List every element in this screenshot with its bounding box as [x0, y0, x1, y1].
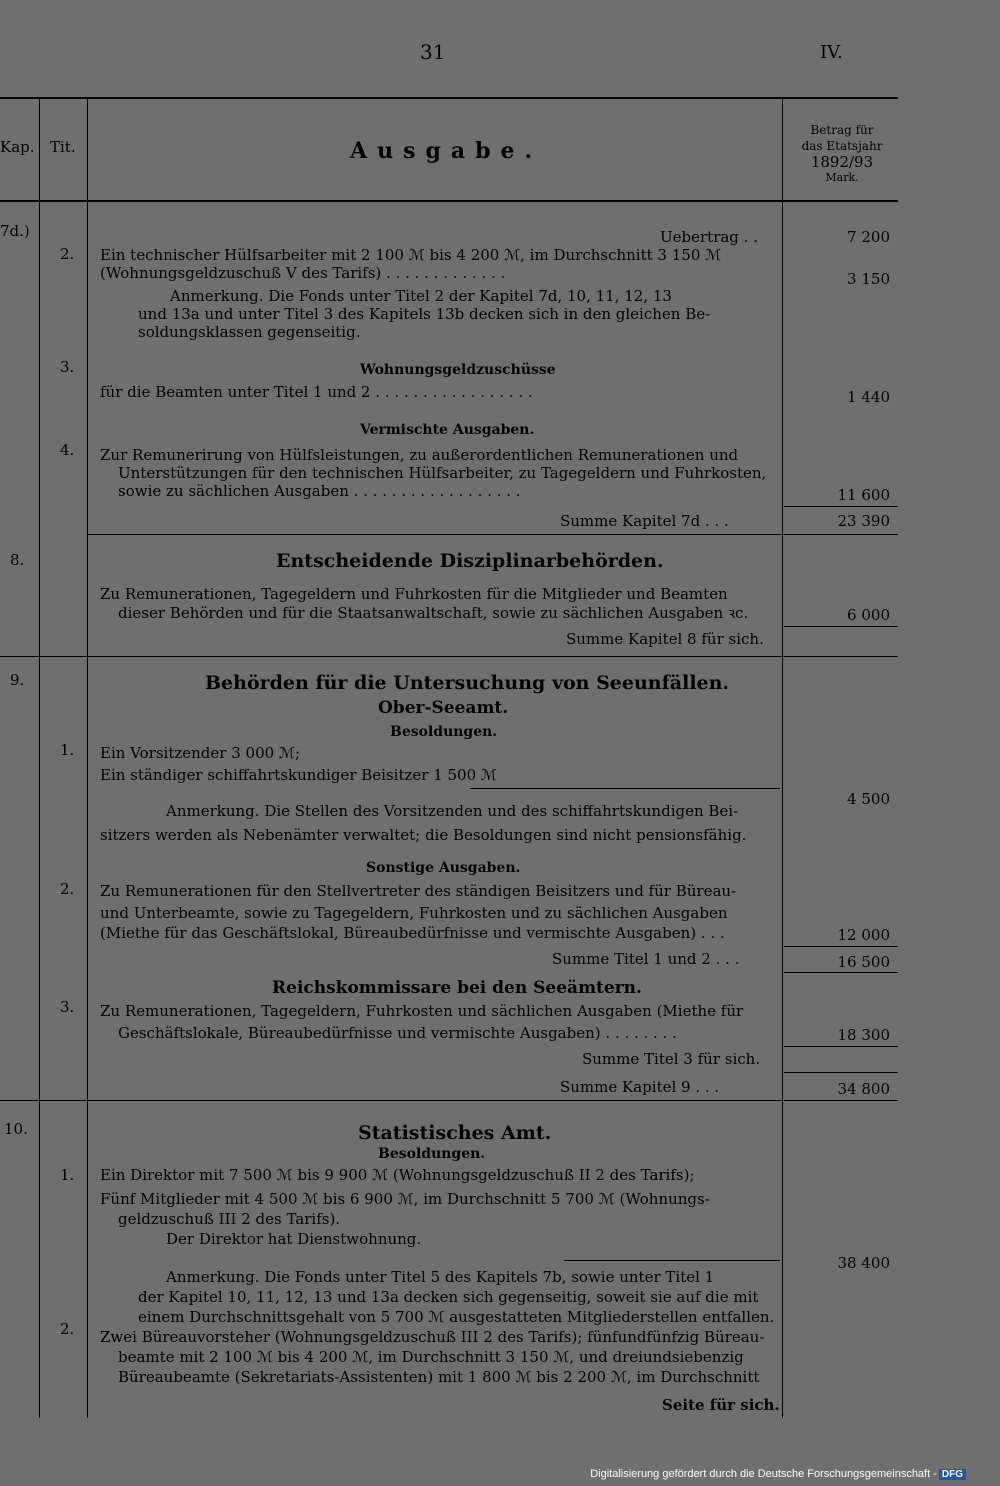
kap-number: 7d.) — [0, 222, 30, 240]
sum-line: Summe Kapitel 9 . . . — [560, 1078, 720, 1096]
section-rule — [0, 1100, 898, 1101]
header-title: Ausgabe. — [350, 138, 543, 164]
note-line: sitzers werden als Nebenämter verwaltet; die Besoldungen sind nicht pensionsfähig. — [100, 826, 747, 844]
subsection-heading: Ober-Seeamt. — [378, 698, 509, 718]
sum-rule — [784, 506, 898, 507]
tit-number: 2. — [60, 245, 75, 263]
sum-line: Summe Kapitel 7d . . . — [560, 512, 729, 530]
text-line: Zu Remunerationen, Tagegeldern und Fuhrkosten für die Mitglieder und Beamten — [100, 585, 728, 603]
sum-line: Summe Titel 3 für sich. — [582, 1050, 761, 1068]
kap-number: 8. — [10, 551, 25, 569]
subheading: Vermischte Ausgaben. — [360, 422, 535, 438]
amount-value: 34 800 — [837, 1080, 890, 1098]
page-number: 31 — [420, 40, 446, 64]
amount-value: 38 400 — [837, 1254, 890, 1272]
text-line: sowie zu sächlichen Ausgaben . . . . . . . . . . . . . . . . . . — [118, 482, 521, 500]
text-line: (Wohnungsgeldzuschuß V des Tarifs) . . . . . . . . . . . . . — [100, 264, 506, 282]
amount-value: 16 500 — [837, 953, 890, 971]
header-amount-line3: 1892/93 — [810, 153, 874, 171]
text-line: Ein Direktor mit 7 500 ℳ bis 9 900 ℳ (Wohnungsgeldzuschuß II 2 des Tarifs); — [100, 1166, 695, 1184]
tit-number: 2. — [60, 880, 75, 898]
amount-value: 11 600 — [837, 486, 890, 504]
note-line: Anmerkung. Die Stellen des Vorsitzenden und des schiffahrtskundigen Bei- — [166, 802, 739, 820]
note-line: Anmerkung. Die Fonds unter Titel 5 des Kapitels 7b, sowie unter Titel 1 — [166, 1268, 715, 1286]
section-rule — [88, 534, 898, 535]
note-line: soldungsklassen gegenseitig. — [138, 323, 361, 341]
tit-number: 2. — [60, 1320, 75, 1338]
sum-line: Summe Kapitel 8 für sich. — [566, 630, 764, 648]
text-line: dieser Behörden und für die Staatsanwaltschaft, sowie zu sächlichen Ausgaben ꝛc. — [118, 604, 749, 622]
tit-number: 3. — [60, 358, 75, 376]
col-divider-kap — [39, 98, 40, 1418]
header-tit: Tit. — [50, 138, 76, 156]
subheading: Besoldungen. — [378, 1146, 486, 1162]
text-line: geldzuschuß III 2 des Tarifs). — [118, 1210, 341, 1228]
amount-value: 1 440 — [847, 388, 890, 406]
dfg-logo: DFG — [939, 1469, 966, 1480]
table-top-rule — [0, 97, 898, 99]
subsection-heading: Reichskommissare bei den Seeämtern. — [272, 978, 642, 998]
text-line: Zu Remunerationen für den Stellvertreter des ständigen Beisitzers und für Büreau- — [100, 882, 737, 900]
subheading: Sonstige Ausgaben. — [366, 860, 521, 876]
sum-rule — [784, 626, 898, 627]
col-divider-amount — [782, 98, 783, 1418]
kap-number: 9. — [10, 671, 25, 689]
note-line: einem Durchschnittsgehalt von 5 700 ℳ ausgestatteten Mitgliederstellen entfallen. — [138, 1308, 775, 1326]
footer-text: Digitalisierung gefördert durch die Deutsche Forschungsgemeinschaft - — [590, 1468, 937, 1480]
kap-number: 10. — [4, 1120, 28, 1138]
sum-rule — [784, 972, 898, 973]
section-heading: Entscheidende Disziplinarbehörden. — [276, 550, 664, 572]
tit-number: 3. — [60, 998, 75, 1016]
page-continuation: Seite für sich. — [662, 1396, 780, 1414]
text-line: Büreaubeamte (Sekretariats-Assistenten) mit 1 800 ℳ bis 2 200 ℳ, im Durchschnitt — [118, 1368, 760, 1386]
section-heading: Behörden für die Untersuchung von Seeunfällen. — [205, 672, 730, 694]
amount-value: 23 390 — [837, 512, 890, 530]
text-line: Der Direktor hat Dienstwohnung. — [166, 1230, 422, 1248]
amount-value: 6 000 — [847, 606, 890, 624]
section-rule — [0, 656, 898, 657]
header-amount-line1: Betrag für — [810, 123, 874, 137]
text-line: Ein Vorsitzender 3 000 ℳ; — [100, 744, 301, 762]
amount-value: 4 500 — [847, 790, 890, 808]
text-line: Unterstützungen für den technischen Hülfsarbeiter, zu Tagegeldern und Fuhrkosten, — [118, 464, 767, 482]
sum-rule — [784, 1046, 898, 1047]
text-line: für die Beamten unter Titel 1 und 2 . . . . . . . . . . . . . . . . . — [100, 383, 533, 401]
amount-value: 7 200 — [847, 228, 890, 246]
subheading: Wohnungsgeldzuschüsse — [360, 362, 556, 378]
amount-value: 12 000 — [837, 926, 890, 944]
col-divider-tit — [87, 98, 88, 1418]
subheading: Besoldungen. — [390, 724, 498, 740]
note-line: der Kapitel 10, 11, 12, 13 und 13a decken sich gegenseitig, soweit sie auf die mit — [138, 1288, 759, 1306]
page-section-roman: IV. — [820, 42, 843, 63]
sum-rule — [784, 946, 898, 947]
footer-credit — [590, 1468, 966, 1480]
text-line: Uebertrag . . — [660, 228, 758, 246]
note-line: und 13a und unter Titel 3 des Kapitels 13b decken sich in den gleichen Be- — [138, 305, 711, 323]
bracket-rule — [470, 788, 780, 789]
header-kap: Kap. — [0, 138, 35, 156]
text-line: (Miethe für das Geschäftslokal, Büreaubedürfnisse und vermischte Ausgaben) . . . — [100, 924, 725, 942]
text-line: Fünf Mitglieder mit 4 500 ℳ bis 6 900 ℳ, im Durchschnitt 5 700 ℳ (Wohnungs- — [100, 1190, 710, 1208]
header-amount-unit: Mark. — [825, 171, 859, 184]
bracket-rule — [564, 1260, 780, 1261]
tit-number: 4. — [60, 441, 75, 459]
amount-value: 18 300 — [837, 1026, 890, 1044]
text-line: Zwei Büreauvorsteher (Wohnungsgeldzuschuß III 2 des Tarifs); fünfundfünfzig Büreau- — [100, 1328, 765, 1346]
note-line: Anmerkung. Die Fonds unter Titel 2 der Kapitel 7d, 10, 11, 12, 13 — [170, 287, 672, 305]
tit-number: 1. — [60, 1166, 75, 1184]
text-line: Zur Remunerirung von Hülfsleistungen, zu außerordentlichen Remunerationen und — [100, 446, 739, 464]
table-header-rule — [0, 200, 898, 202]
text-line: und Unterbeamte, sowie zu Tagegeldern, Fuhrkosten und zu sächlichen Ausgaben — [100, 904, 728, 922]
section-heading: Statistisches Amt. — [358, 1122, 552, 1144]
sum-line: Summe Titel 1 und 2 . . . — [552, 950, 740, 968]
text-line: beamte mit 2 100 ℳ bis 4 200 ℳ, im Durchschnitt 3 150 ℳ, und dreiundsiebenzig — [118, 1348, 744, 1366]
sum-rule — [784, 1072, 898, 1073]
tit-number: 1. — [60, 741, 75, 759]
text-line: Ein technischer Hülfsarbeiter mit 2 100 ℳ bis 4 200 ℳ, im Durchschnitt 3 150 ℳ — [100, 246, 722, 264]
text-line: Geschäftslokale, Büreaubedürfnisse und vermischte Ausgaben) . . . . . . . . — [118, 1024, 677, 1042]
text-line: Ein ständiger schiffahrtskundiger Beisitzer 1 500 ℳ — [100, 766, 497, 784]
header-amount-line2: das Etatsjahr — [801, 139, 883, 153]
text-line: Zu Remunerationen, Tagegeldern, Fuhrkosten und sächlichen Ausgaben (Miethe für — [100, 1002, 744, 1020]
amount-value: 3 150 — [847, 270, 890, 288]
header-amount — [784, 122, 900, 186]
